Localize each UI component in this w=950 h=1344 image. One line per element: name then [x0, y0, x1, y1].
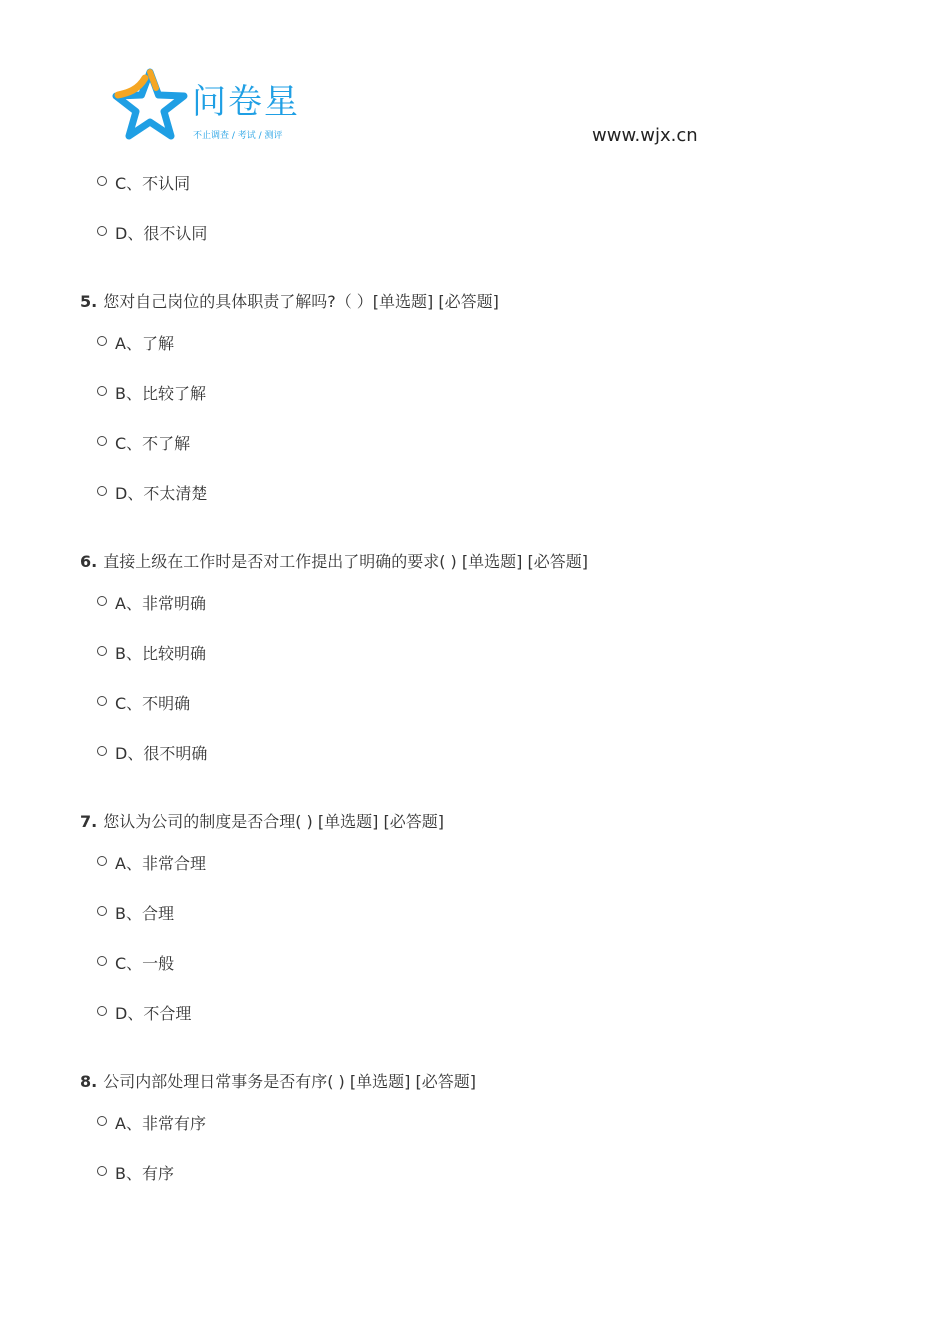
radio-button-icon[interactable]	[97, 1116, 107, 1126]
option-item[interactable]	[97, 1162, 174, 1186]
option-item[interactable]	[97, 592, 206, 616]
radio-button-icon[interactable]	[97, 176, 107, 186]
logo-tagline: 不止调查 / 考试 / 测评	[193, 131, 283, 141]
question-text: 您认为公司的制度是否合理( ) [单选题] [必答题]	[103, 812, 444, 831]
option-item[interactable]	[97, 1112, 206, 1136]
option-item[interactable]	[97, 642, 206, 666]
question-text: 公司内部处理日常事务是否有序( ) [单选题] [必答题]	[103, 1072, 476, 1091]
radio-button-icon[interactable]	[97, 436, 107, 446]
option-label: B、比较明确	[115, 644, 206, 663]
option-item[interactable]	[97, 222, 207, 246]
option-item[interactable]	[97, 692, 190, 716]
option-label: A、非常明确	[115, 594, 206, 613]
option-item[interactable]	[97, 482, 207, 506]
question-title	[80, 1070, 476, 1094]
question-title	[80, 810, 444, 834]
option-label: D、很不明确	[115, 744, 208, 763]
radio-button-icon[interactable]	[97, 1166, 107, 1176]
option-label: A、非常有序	[115, 1114, 206, 1133]
page-header	[0, 0, 950, 160]
option-label: D、很不认同	[115, 224, 208, 243]
radio-button-icon[interactable]	[97, 746, 107, 756]
radio-button-icon[interactable]	[97, 856, 107, 866]
radio-button-icon[interactable]	[97, 696, 107, 706]
logo-name: 问卷星	[192, 82, 300, 122]
wjx-logo	[112, 68, 312, 148]
radio-button-icon[interactable]	[97, 386, 107, 396]
question-text: 直接上级在工作时是否对工作提出了明确的要求( ) [单选题] [必答题]	[103, 552, 588, 571]
radio-button-icon[interactable]	[97, 486, 107, 496]
option-item[interactable]	[97, 902, 174, 926]
radio-button-icon[interactable]	[97, 336, 107, 346]
radio-button-icon[interactable]	[97, 1006, 107, 1016]
option-item[interactable]	[97, 432, 190, 456]
option-item[interactable]	[97, 332, 174, 356]
option-item[interactable]	[97, 1002, 191, 1026]
option-label: C、一般	[115, 954, 175, 973]
option-item[interactable]	[97, 852, 206, 876]
radio-button-icon[interactable]	[97, 226, 107, 236]
option-item[interactable]	[97, 742, 207, 766]
option-label: D、不合理	[115, 1004, 192, 1023]
option-item[interactable]	[97, 952, 174, 976]
option-label: A、了解	[115, 334, 174, 353]
question-title	[80, 290, 499, 314]
question-number: 5.	[80, 292, 98, 311]
option-label: B、比较了解	[115, 384, 206, 403]
option-item[interactable]	[97, 172, 190, 196]
option-label: B、有序	[115, 1164, 174, 1183]
radio-button-icon[interactable]	[97, 956, 107, 966]
site-url: www.wjx.cn	[592, 125, 698, 146]
option-label: B、合理	[115, 904, 174, 923]
radio-button-icon[interactable]	[97, 906, 107, 916]
question-number: 8.	[80, 1072, 98, 1091]
question-title	[80, 550, 588, 574]
option-label: C、不了解	[115, 434, 191, 453]
question-number: 6.	[80, 552, 98, 571]
option-label: D、不太清楚	[115, 484, 208, 503]
option-label: C、不认同	[115, 174, 191, 193]
option-item[interactable]	[97, 382, 206, 406]
question-text: 您对自己岗位的具体职责了解吗?（ ）[单选题] [必答题]	[103, 292, 499, 311]
radio-button-icon[interactable]	[97, 646, 107, 656]
radio-button-icon[interactable]	[97, 596, 107, 606]
star-logo-icon	[112, 68, 188, 144]
option-label: A、非常合理	[115, 854, 206, 873]
option-label: C、不明确	[115, 694, 191, 713]
question-number: 7.	[80, 812, 98, 831]
